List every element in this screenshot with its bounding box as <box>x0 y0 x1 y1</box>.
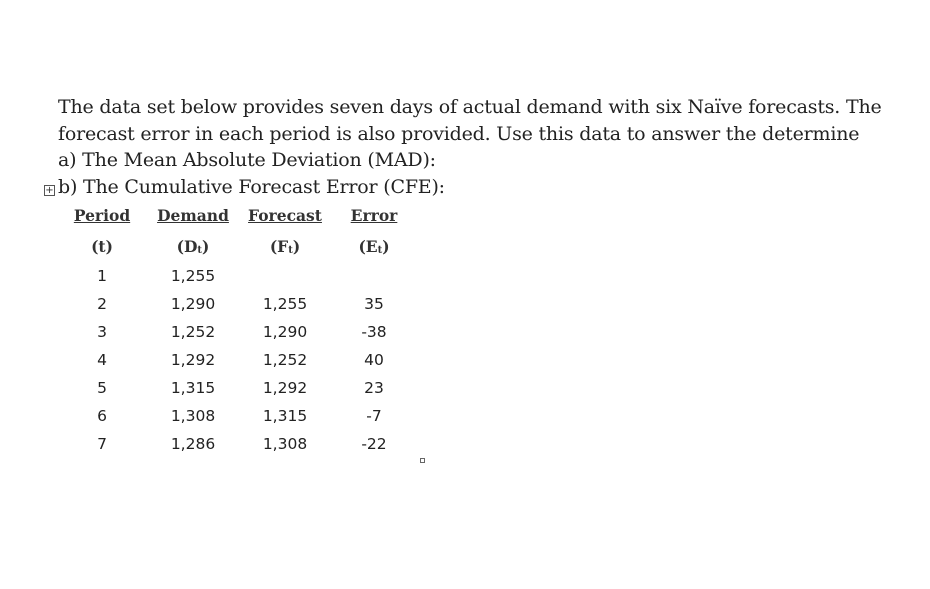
cell-demand: 1,315 <box>170 379 216 397</box>
table-row <box>64 262 424 290</box>
question-a: a) The Mean Absolute Deviation (MAD): <box>58 149 436 171</box>
cell-forecast <box>246 262 324 290</box>
cell-error: 40 <box>364 351 384 369</box>
statement-line-1: The data set below provides seven days of actual demand with six Naïve forecasts. The <box>58 96 882 118</box>
cell-error: 23 <box>364 379 384 397</box>
cell-demand: 1,255 <box>170 267 216 285</box>
question-b: b) The Cumulative Forecast Error (CFE): <box>58 175 445 198</box>
cell-demand: 1,252 <box>170 323 216 341</box>
cell-error: -22 <box>361 435 387 453</box>
cell-period: 7 <box>97 435 107 453</box>
header-period: Period <box>73 205 131 225</box>
cell-demand: 1,308 <box>170 407 216 425</box>
unit-period: (t) <box>91 236 113 256</box>
table-row <box>64 430 424 458</box>
unit-forecast: (Ft) <box>269 236 301 256</box>
cell-demand: 1,286 <box>170 435 216 453</box>
statement-line-2: forecast error in each period is also provided. Use this data to answer the determine <box>58 122 860 145</box>
cell-error: -38 <box>361 323 387 341</box>
table-row <box>64 402 424 430</box>
cell-period: 3 <box>97 323 107 341</box>
problem-statement <box>58 94 918 200</box>
cell-period: 1 <box>97 267 107 285</box>
cell-period: 6 <box>97 407 107 425</box>
table-row <box>64 318 424 346</box>
cell-forecast: 1,255 <box>262 295 308 313</box>
cell-forecast: 1,308 <box>262 435 308 453</box>
table-row <box>64 374 424 402</box>
cell-forecast: 1,252 <box>262 351 308 369</box>
cell-demand: 1,292 <box>170 351 216 369</box>
table-resize-handle[interactable] <box>420 458 425 463</box>
cell-period: 5 <box>97 379 107 397</box>
header-error: Error <box>350 205 398 225</box>
table-units-row <box>64 230 424 262</box>
header-forecast: Forecast <box>248 205 322 225</box>
cell-period: 4 <box>97 351 107 369</box>
table-row <box>64 290 424 318</box>
unit-demand: (Dt) <box>176 236 210 256</box>
cell-error: -7 <box>366 407 382 425</box>
cell-error: 35 <box>364 295 384 313</box>
cell-demand: 1,290 <box>170 295 216 313</box>
move-table-icon[interactable]: + <box>45 185 54 196</box>
header-demand: Demand <box>157 205 229 225</box>
unit-error: (Et) <box>358 236 390 256</box>
cell-forecast: 1,315 <box>262 407 308 425</box>
cell-error <box>324 262 424 290</box>
demand-forecast-table <box>64 200 424 458</box>
cell-period: 2 <box>97 295 107 313</box>
table-header-row <box>64 200 424 230</box>
table-row <box>64 346 424 374</box>
cell-forecast: 1,290 <box>262 323 308 341</box>
cell-forecast: 1,292 <box>262 379 308 397</box>
